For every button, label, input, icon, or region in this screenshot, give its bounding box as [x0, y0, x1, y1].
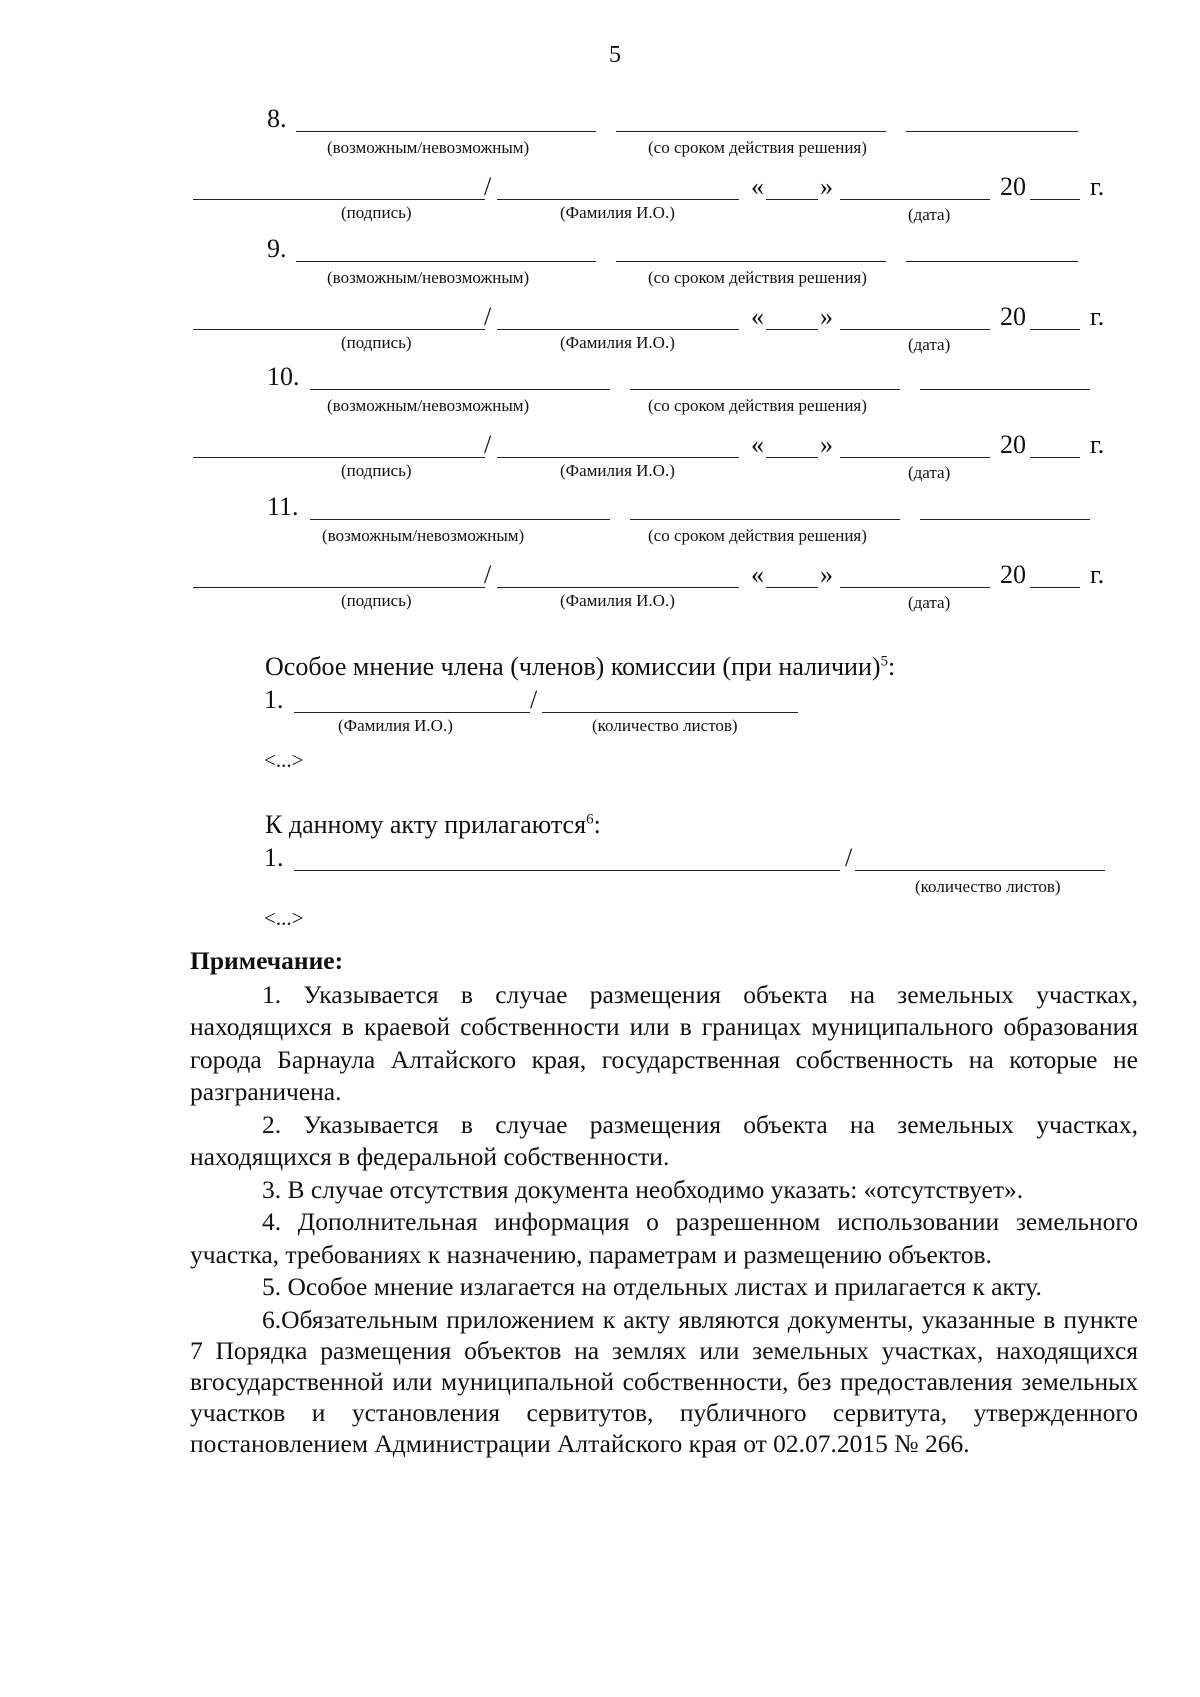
quote-close: »: [820, 302, 833, 331]
special-opinion-title: [265, 652, 895, 682]
attachment-name-line[interactable]: [294, 870, 840, 871]
name-field-line[interactable]: [497, 457, 739, 458]
opinion-slash: /: [530, 685, 538, 714]
caption-signature: (подпись): [341, 591, 412, 610]
caption-name: (Фамилия И.О.): [560, 333, 675, 352]
entry-number: 9.: [267, 234, 287, 263]
slash: /: [484, 172, 492, 201]
opinion-item-number: 1.: [264, 685, 284, 714]
quote-open: «: [751, 302, 764, 331]
extra-field-line[interactable]: [906, 131, 1078, 132]
term-field-line[interactable]: [630, 519, 900, 520]
caption-date: (дата): [908, 463, 951, 482]
signature-field-line[interactable]: [193, 329, 485, 330]
caption-attachment-sheets: (количество листов): [915, 877, 1061, 896]
quote-close: »: [820, 430, 833, 459]
opinion-name-line[interactable]: [294, 712, 530, 713]
day-field-line[interactable]: [766, 457, 818, 458]
extra-field-line[interactable]: [920, 389, 1090, 390]
special-opinion-title-text: Особое мнение члена (членов) комиссии (при наличии): [265, 652, 881, 681]
caption-signature: (подпись): [341, 333, 412, 352]
caption-possible: (возможным/невозможным): [322, 526, 525, 545]
name-field-line[interactable]: [497, 587, 739, 588]
caption-name: (Фамилия И.О.): [560, 461, 675, 480]
year-suffix: г.: [1090, 430, 1105, 459]
caption-term: (со сроком действия решения): [648, 396, 867, 415]
day-field-line[interactable]: [766, 587, 818, 588]
caption-signature: (подпись): [341, 461, 412, 480]
caption-possible: (возможным/невозможным): [327, 138, 530, 157]
term-field-line[interactable]: [630, 389, 900, 390]
possible-field-line[interactable]: [296, 261, 596, 262]
opinion-sheets-line[interactable]: [542, 712, 798, 713]
year-suffix: г.: [1090, 560, 1105, 589]
attachment-item-number: 1.: [264, 843, 284, 872]
extra-field-line[interactable]: [920, 519, 1090, 520]
year-suffix: г.: [1090, 302, 1105, 331]
slash: /: [484, 560, 492, 589]
caption-opinion-name: (Фамилия И.О.): [338, 716, 453, 735]
year-field-line[interactable]: [1030, 457, 1080, 458]
year-field-line[interactable]: [1030, 329, 1080, 330]
page-number: 5: [609, 42, 621, 68]
year-prefix: 20: [1000, 430, 1026, 459]
caption-term: (со сроком действия решения): [648, 138, 867, 157]
day-field-line[interactable]: [766, 199, 818, 200]
caption-term: (со сроком действия решения): [648, 526, 867, 545]
caption-opinion-sheets: (количество листов): [592, 716, 738, 735]
month-field-line[interactable]: [840, 199, 990, 200]
notes-heading: Примечание:: [190, 946, 344, 975]
year-prefix: 20: [1000, 172, 1026, 201]
slash: /: [484, 430, 492, 459]
possible-field-line[interactable]: [310, 519, 610, 520]
attachment-sheets-line[interactable]: [855, 870, 1105, 871]
note-item: 6.Обязательным приложением к акту являются документы, указанные в пункте 7 Порядка размещения объектов на землях или земельных участках, находящихся вгосударственной или муниципальной собственности, без предоставления земельных участков и установления сервитутов, публичного сервитута, утвержденного постановлением Администрации Алтайского края от 02.07.2015 № 266.: [190, 1304, 1138, 1458]
quote-open: «: [751, 172, 764, 201]
slash: /: [484, 302, 492, 331]
term-field-line[interactable]: [616, 261, 886, 262]
note-item: 4. Дополнительная информация о разрешенном использовании земельного участка, требованиях к назначению, параметрам и размещению объектов.: [190, 1207, 1138, 1269]
quote-open: «: [751, 430, 764, 459]
caption-name: (Фамилия И.О.): [560, 591, 675, 610]
name-field-line[interactable]: [497, 329, 739, 330]
caption-date: (дата): [908, 593, 951, 612]
term-field-line[interactable]: [616, 131, 886, 132]
year-suffix: г.: [1090, 172, 1105, 201]
attachment-slash: /: [845, 843, 853, 872]
notes-section: [190, 945, 1138, 1459]
caption-name: (Фамилия И.О.): [560, 203, 675, 222]
month-field-line[interactable]: [840, 457, 990, 458]
attachment-ellipsis: <...>: [264, 906, 304, 930]
attachments-title: [265, 810, 601, 840]
caption-possible: (возможным/невозможным): [327, 396, 530, 415]
entry-number: 11.: [267, 492, 299, 521]
opinion-ellipsis: <...>: [264, 748, 304, 772]
possible-field-line[interactable]: [310, 389, 610, 390]
note-item: 1. Указывается в случае размещения объекта на земельных участках, находящихся в краевой собственности или в границах муниципального образования города Барнаула Алтайского края, государственная собственность на которые не разграничена.: [190, 979, 1138, 1106]
caption-signature: (подпись): [341, 203, 412, 222]
month-field-line[interactable]: [840, 587, 990, 588]
year-field-line[interactable]: [1030, 199, 1080, 200]
caption-date: (дата): [908, 335, 951, 354]
quote-open: «: [751, 560, 764, 589]
attachments-title-text: К данному акту прилагаются: [265, 810, 587, 839]
entry-number: 8.: [267, 104, 287, 133]
year-prefix: 20: [1000, 560, 1026, 589]
caption-possible: (возможным/невозможным): [327, 268, 530, 287]
month-field-line[interactable]: [840, 329, 990, 330]
year-field-line[interactable]: [1030, 587, 1080, 588]
possible-field-line[interactable]: [296, 131, 596, 132]
signature-field-line[interactable]: [193, 199, 485, 200]
name-field-line[interactable]: [497, 199, 739, 200]
footnote-6: 6: [586, 811, 594, 828]
caption-date: (дата): [908, 205, 951, 224]
note-item: 5. Особое мнение излагается на отдельных листах и прилагается к акту.: [262, 1272, 1042, 1301]
signature-field-line[interactable]: [193, 587, 485, 588]
caption-term: (со сроком действия решения): [648, 268, 867, 287]
footnote-5: 5: [880, 653, 889, 670]
title-colon: :: [593, 810, 601, 839]
quote-close: »: [820, 560, 833, 589]
title-colon: :: [888, 652, 896, 681]
extra-field-line[interactable]: [906, 261, 1078, 262]
signature-field-line[interactable]: [193, 457, 485, 458]
note-item: 2. Указывается в случае размещения объекта на земельных участках, находящихся в федеральной собственности.: [190, 1109, 1138, 1171]
year-prefix: 20: [1000, 302, 1026, 331]
quote-close: »: [820, 172, 833, 201]
note-item: 3. В случае отсутствия документа необходимо указать: «отсутствует».: [262, 1174, 1024, 1204]
entry-number: 10.: [267, 362, 300, 391]
day-field-line[interactable]: [766, 329, 818, 330]
